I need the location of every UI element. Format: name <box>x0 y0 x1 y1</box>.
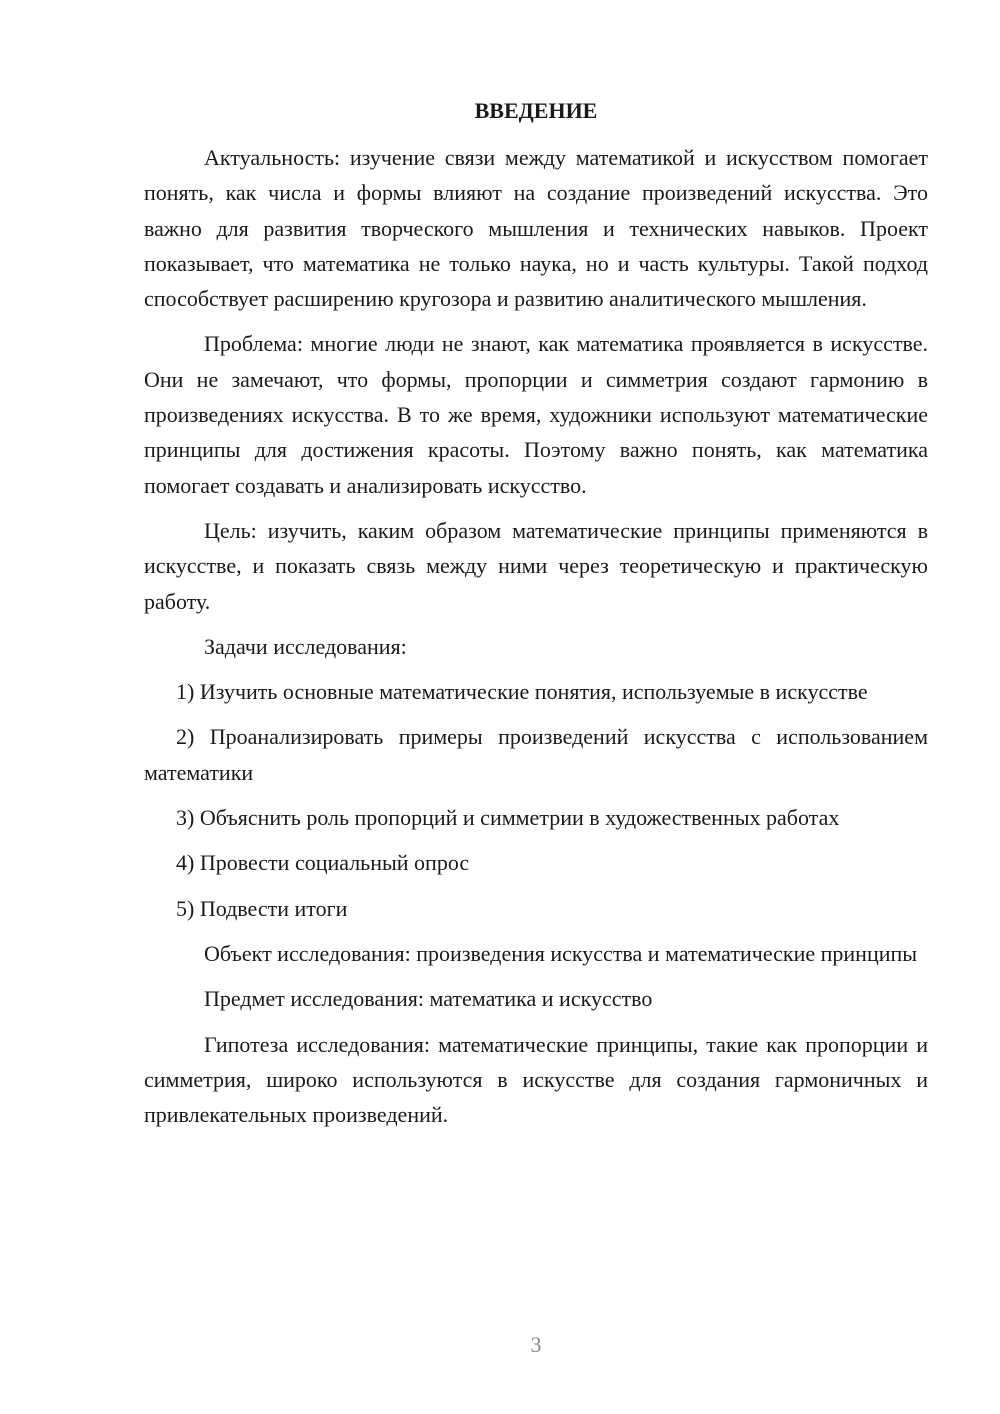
list-item: 2) Проанализировать примеры произведений искусства с использованием математики <box>144 724 928 785</box>
list-item: 5) Подвести итоги <box>176 895 348 921</box>
list-item: 1) Изучить основные математические понятия, используемые в искусстве <box>176 679 868 705</box>
paragraph-relevance: Актуальность: изучение связи между математикой и искусством помогает понять, как числа и формы влияют на создание произведений искусства. Это важно для развития творческого мышления и технических навыков. Проект показывает, что математика не только наука, но и часть культуры. Такой подход способствует расширению кругозора и развитию аналитического мышления. <box>144 145 928 312</box>
tasks-list <box>144 674 928 926</box>
list-item: 3) Объяснить роль пропорций и симметрии в художественных работах <box>176 805 840 831</box>
paragraph-hypothesis: Гипотеза исследования: математические принципы, такие как пропорции и симметрия, широко используются в искусстве для создания гармоничных и привлекательных произведений. <box>144 1031 928 1128</box>
page-number: 3 <box>530 1332 542 1357</box>
tasks-heading: Задачи исследования: <box>204 633 407 659</box>
paragraph-object: Объект исследования: произведения искусства и математические принципы <box>204 940 918 966</box>
document-page <box>144 96 928 1142</box>
paragraph-goal: Цель: изучить, каким образом математические принципы применяются в искусстве, и показать связь между ними через теоретическую и практическую работу. <box>144 517 928 614</box>
paragraph-subject: Предмет исследования: математика и искусство <box>204 986 653 1012</box>
list-item: 4) Провести социальный опрос <box>176 850 470 876</box>
paragraph-problem: Проблема: многие люди не знают, как математика проявляется в искусстве. Они не замечают, что формы, пропорции и симметрия создают гармонию в произведениях искусства. В то же время, художники используют математические принципы для достижения красоты. Поэтому важно понять, как математика помогает создавать и анализировать искусство. <box>144 331 928 498</box>
section-title: ВВЕДЕНИЕ <box>474 98 598 123</box>
